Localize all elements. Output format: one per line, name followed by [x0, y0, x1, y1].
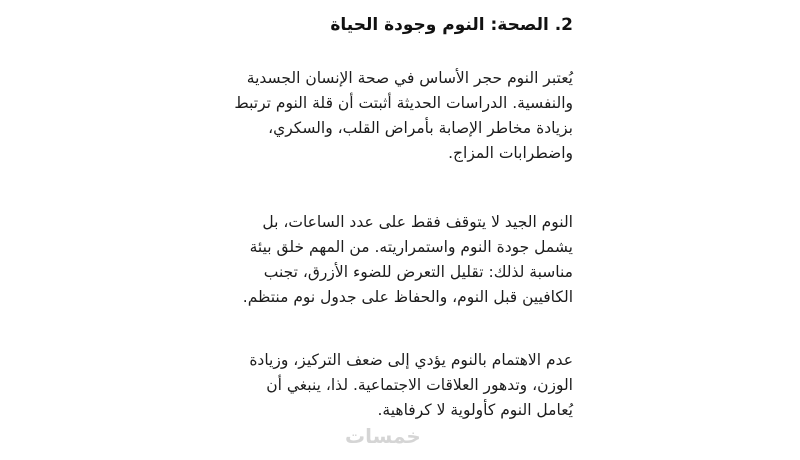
paragraph-line: يُعامل النوم كأولوية لا كرفاهية.: [377, 401, 573, 419]
paragraph-line: يشمل جودة النوم واستمراريته. من المهم خلق بيئة: [249, 238, 573, 256]
paragraph-line: يُعتبر النوم حجر الأساس في صحة الإنسان الجسدية: [246, 69, 573, 87]
paragraph-line: مناسبة لذلك: تقليل التعرض للضوء الأزرق، تجنب: [263, 263, 573, 281]
paragraph-3: [228, 348, 573, 423]
paragraph-1: [228, 66, 573, 166]
article: [228, 0, 573, 460]
paragraph-line: الكافيين قبل النوم، والحفاظ على جدول نوم منتظم.: [242, 288, 573, 306]
paragraph-line: عدم الاهتمام بالنوم يؤدي إلى ضعف التركيز، وزيادة: [249, 351, 573, 369]
watermark-logo: خمسات: [345, 424, 421, 448]
paragraph-line: الوزن، وتدهور العلاقات الاجتماعية. لذا، ينبغي أن: [266, 376, 573, 394]
paragraph-2: [228, 210, 573, 310]
section-heading: 2. الصحة: النوم وجودة الحياة: [330, 15, 573, 35]
paragraph-line: النوم الجيد لا يتوقف فقط على عدد الساعات، بل: [262, 213, 573, 231]
paragraph-line: بزيادة مخاطر الإصابة بأمراض القلب، والسكري،: [268, 119, 573, 137]
paragraph-line: واضطرابات المزاج.: [448, 144, 573, 162]
paragraph-line: والنفسية. الدراسات الحديثة أثبتت أن قلة النوم ترتبط: [234, 94, 573, 112]
